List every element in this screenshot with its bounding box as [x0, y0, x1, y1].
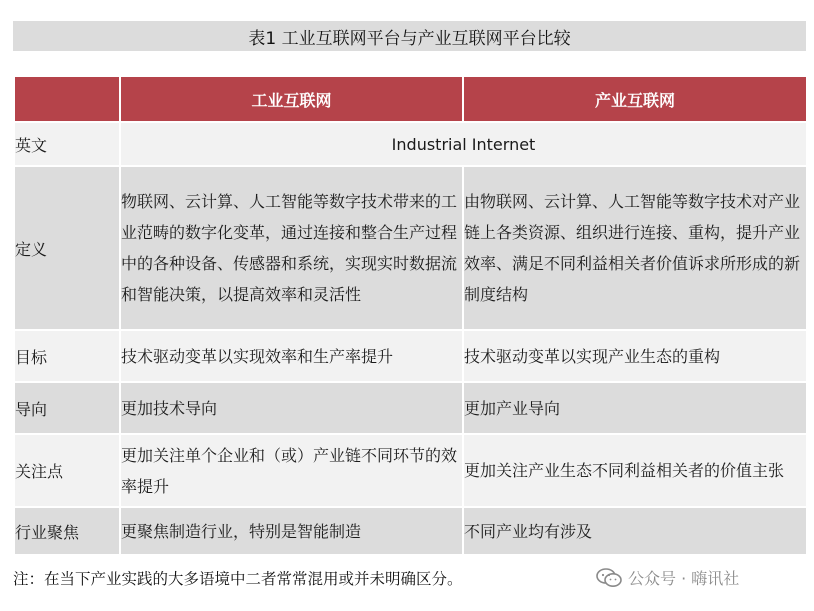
industry-cell: 不同产业均有涉及	[463, 507, 807, 555]
table-row-orientation	[14, 382, 807, 434]
table-row-focus	[14, 434, 807, 507]
english-name-cell: Industrial Internet	[120, 122, 807, 166]
row-label: 定义	[14, 166, 120, 330]
row-label: 英文	[14, 122, 120, 166]
watermark-text: 公众号 · 嗨讯社	[628, 569, 740, 588]
row-label: 行业聚焦	[14, 507, 120, 555]
table-header-row	[14, 76, 807, 122]
table-row-industry-focus	[14, 507, 807, 555]
industry-cell: 更加产业导向	[463, 382, 807, 434]
industrial-cell: 物联网、云计算、人工智能等数字技术带来的工业范畴的数字化变革，通过连接和整合生产过程中的各种设备、传感器和系统，实现实时数据流和智能决策，以提高效率和灵活性	[120, 166, 463, 330]
table-row-goal	[14, 330, 807, 382]
row-label: 导向	[14, 382, 120, 434]
header-corner	[14, 76, 120, 122]
comparison-table	[13, 75, 808, 556]
table-title-text: 表1 工业互联网平台与产业互联网平台比较	[248, 28, 571, 49]
header-industry-internet: 产业互联网	[463, 76, 807, 122]
header-industrial-internet: 工业互联网	[120, 76, 463, 122]
row-label: 关注点	[14, 434, 120, 507]
table-row-english	[14, 122, 807, 166]
row-label: 目标	[14, 330, 120, 382]
industrial-cell: 更加技术导向	[120, 382, 463, 434]
industry-cell: 技术驱动变革以实现产业生态的重构	[463, 330, 807, 382]
table-row-definition	[14, 166, 807, 330]
industrial-cell: 更聚焦制造行业，特别是智能制造	[120, 507, 463, 555]
wechat-icon	[596, 568, 622, 588]
industrial-cell: 技术驱动变革以实现效率和生产率提升	[120, 330, 463, 382]
table-title	[13, 21, 806, 51]
watermark	[596, 566, 739, 589]
industry-cell: 更加关注产业生态不同利益相关者的价值主张	[463, 434, 807, 507]
industrial-cell: 更加关注单个企业和（或）产业链不同环节的效率提升	[120, 434, 463, 507]
footnote: 注：在当下产业实践的大多语境中二者常常混用或并未明确区分。	[13, 570, 463, 588]
industry-cell: 由物联网、云计算、人工智能等数字技术对产业链上各类资源、组织进行连接、重构，提升产业效率、满足不同利益相关者价值诉求所形成的新制度结构	[463, 166, 807, 330]
